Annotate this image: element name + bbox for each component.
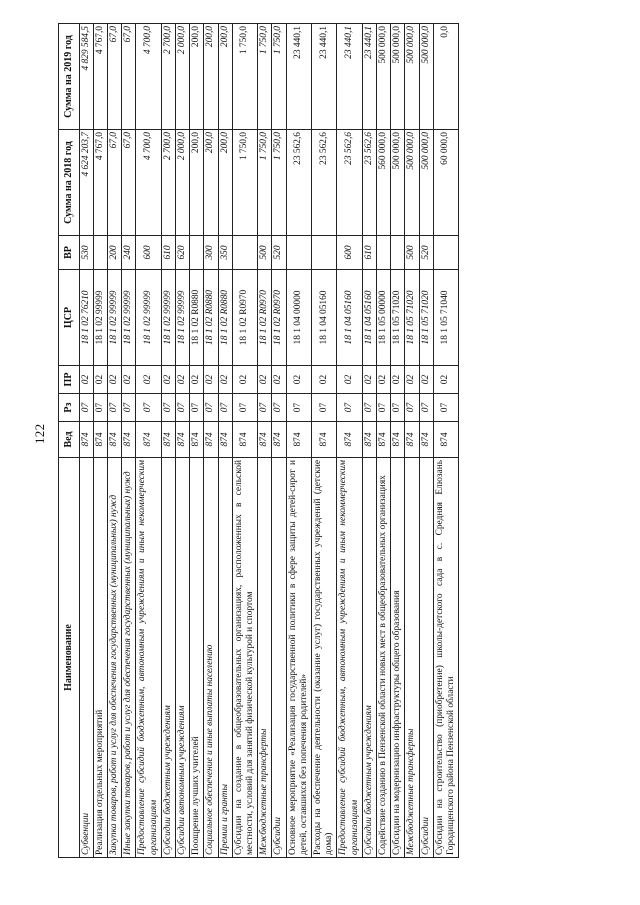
cell-sum-2019: 67,0 [107, 24, 121, 130]
cell-pr: 02 [419, 366, 433, 394]
cell-pr: 02 [218, 366, 232, 394]
table-body [79, 24, 459, 858]
cell-ved: 874 [391, 422, 405, 458]
cell-ved: 874 [419, 422, 433, 458]
cell-pr: 02 [405, 366, 419, 394]
header-name: Наименование [59, 458, 80, 858]
cell-rz: 07 [258, 394, 272, 422]
cell-csr: 18 1 05 71020 [419, 270, 433, 366]
cell-name: Субсидии бюджетным учреждениям [161, 458, 175, 858]
table-row [286, 24, 311, 858]
cell-sum-2019: 500 000,0 [405, 24, 419, 130]
cell-name: Предоставление субсидий бюджетным, автономным учреждениям и иным некоммерческим организациям [136, 458, 161, 858]
cell-vr: 600 [136, 236, 161, 270]
cell-csr: 18 1 02 76210 [79, 270, 93, 366]
cell-ved: 874 [161, 422, 175, 458]
cell-sum-2019: 23 440,1 [362, 24, 376, 130]
cell-vr [93, 236, 107, 270]
cell-vr: 240 [122, 236, 136, 270]
budget-table [58, 23, 459, 858]
cell-name: Субвенции [79, 458, 93, 858]
cell-sum-2018: 23 562,6 [362, 130, 376, 236]
table-row [161, 24, 175, 858]
header-csr: ЦСР [59, 270, 80, 366]
cell-pr: 02 [122, 366, 136, 394]
cell-csr: 18 1 02 99999 [122, 270, 136, 366]
cell-vr: 520 [272, 236, 286, 270]
cell-csr: 18 1 02 99999 [161, 270, 175, 366]
cell-name: Премии и гранты [218, 458, 232, 858]
cell-rz: 07 [391, 394, 405, 422]
cell-vr [232, 236, 257, 270]
cell-sum-2019: 2 700,0 [161, 24, 175, 130]
table-row [362, 24, 376, 858]
cell-vr [286, 236, 311, 270]
cell-sum-2018: 4 767,0 [93, 130, 107, 236]
cell-ved: 874 [362, 422, 376, 458]
header-rz: Рз [59, 394, 80, 422]
cell-rz: 07 [161, 394, 175, 422]
table-row [218, 24, 232, 858]
cell-pr: 02 [79, 366, 93, 394]
cell-vr [433, 236, 458, 270]
cell-ved: 874 [107, 422, 121, 458]
cell-pr: 02 [258, 366, 272, 394]
cell-sum-2019: 4 700,0 [136, 24, 161, 130]
table-row [376, 24, 390, 858]
cell-csr: 18 1 02 99999 [175, 270, 189, 366]
cell-sum-2019: 4 829 584,5 [79, 24, 93, 130]
cell-pr: 02 [93, 366, 107, 394]
table-row [232, 24, 257, 858]
cell-sum-2018: 23 562,6 [337, 130, 362, 236]
header-ved: Вед [59, 422, 80, 458]
cell-csr: 18 1 02 R0880 [218, 270, 232, 366]
cell-csr: 18 1 02 99999 [107, 270, 121, 366]
cell-name: Социальное обеспечение и иные выплаты населению [204, 458, 218, 858]
cell-rz: 07 [433, 394, 458, 422]
cell-csr: 18 1 02 R0970 [258, 270, 272, 366]
cell-rz: 07 [93, 394, 107, 422]
table-row [258, 24, 272, 858]
table-row [419, 24, 433, 858]
cell-vr: 500 [258, 236, 272, 270]
cell-rz: 07 [419, 394, 433, 422]
cell-ved: 874 [376, 422, 390, 458]
cell-ved: 874 [190, 422, 204, 458]
cell-vr [391, 236, 405, 270]
cell-vr: 610 [362, 236, 376, 270]
cell-sum-2018: 2 700,0 [161, 130, 175, 236]
header-sum-2019: Сумма на 2019 год [59, 24, 80, 130]
cell-name: Реализация отдельных мероприятий [93, 458, 107, 858]
cell-rz: 07 [311, 394, 336, 422]
cell-vr: 520 [419, 236, 433, 270]
table-row [136, 24, 161, 858]
header-sum-2018: Сумма на 2018 год [59, 130, 80, 236]
cell-csr: 18 1 04 05160 [337, 270, 362, 366]
cell-pr: 02 [311, 366, 336, 394]
table-row [337, 24, 362, 858]
cell-csr: 18 1 04 05160 [362, 270, 376, 366]
cell-ved: 874 [405, 422, 419, 458]
cell-ved: 874 [286, 422, 311, 458]
cell-name: Межбюджетные трансферты [258, 458, 272, 858]
cell-sum-2019: 1 750,0 [258, 24, 272, 130]
cell-name: Субсидии [272, 458, 286, 858]
cell-name: Закупка товаров, работ и услуг для обеспечения государственных (муниципальных) нужд [107, 458, 121, 858]
cell-rz: 07 [272, 394, 286, 422]
cell-name: Основное мероприятие «Реализация государственной политики в сфере защиты детей-сирот и детей, оставшихся без попечения родителей» [286, 458, 311, 858]
cell-vr: 530 [79, 236, 93, 270]
cell-ved: 874 [311, 422, 336, 458]
cell-sum-2018: 1 750,0 [272, 130, 286, 236]
cell-name: Субсидии на строительство (приобретение) школы-детского сада в с. Средняя Елюзань Городищенского района Пензенской области [433, 458, 458, 858]
cell-vr: 600 [337, 236, 362, 270]
cell-name: Субсидии бюджетным учреждениям [362, 458, 376, 858]
cell-rz: 07 [337, 394, 362, 422]
cell-name: Поощрение лучших учителей [190, 458, 204, 858]
cell-sum-2018: 560 000,0 [376, 130, 390, 236]
cell-rz: 07 [204, 394, 218, 422]
cell-pr: 02 [286, 366, 311, 394]
header-vr: ВР [59, 236, 80, 270]
cell-csr: 18 1 05 71020 [405, 270, 419, 366]
cell-rz: 07 [136, 394, 161, 422]
cell-csr: 18 1 05 71040 [433, 270, 458, 366]
cell-ved: 874 [258, 422, 272, 458]
cell-sum-2019: 4 767,0 [93, 24, 107, 130]
cell-pr: 02 [376, 366, 390, 394]
table-row [122, 24, 136, 858]
cell-pr: 02 [204, 366, 218, 394]
cell-sum-2019: 1 750,0 [272, 24, 286, 130]
cell-ved: 874 [433, 422, 458, 458]
cell-sum-2019: 500 000,0 [419, 24, 433, 130]
cell-sum-2018: 2 000,0 [175, 130, 189, 236]
cell-rz: 07 [218, 394, 232, 422]
cell-pr: 02 [190, 366, 204, 394]
table-header-row [59, 24, 80, 858]
cell-name: Предоставление субсидий бюджетным, автономным учреждениям и иным некоммерческим организациям [337, 458, 362, 858]
cell-rz: 07 [232, 394, 257, 422]
cell-pr: 02 [433, 366, 458, 394]
cell-sum-2018: 500 000,0 [391, 130, 405, 236]
cell-pr: 02 [272, 366, 286, 394]
cell-name: Субсидии на создание в общеобразовательных организациях, расположенных в сельской местности, условий для занятий физической культурой и спортом [232, 458, 257, 858]
cell-rz: 07 [376, 394, 390, 422]
cell-sum-2019: 500 000,0 [376, 24, 390, 130]
cell-pr: 02 [337, 366, 362, 394]
cell-sum-2019: 1 750,0 [232, 24, 257, 130]
table-row [190, 24, 204, 858]
cell-sum-2018: 1 750,0 [258, 130, 272, 236]
cell-csr: 18 1 02 R0970 [232, 270, 257, 366]
cell-csr: 18 1 02 99999 [93, 270, 107, 366]
cell-csr: 18 1 04 05160 [311, 270, 336, 366]
cell-ved: 874 [136, 422, 161, 458]
table-row [204, 24, 218, 858]
cell-rz: 07 [286, 394, 311, 422]
cell-vr [376, 236, 390, 270]
cell-ved: 874 [93, 422, 107, 458]
cell-ved: 874 [272, 422, 286, 458]
table-row [405, 24, 419, 858]
cell-csr: 18 1 02 99999 [136, 270, 161, 366]
cell-vr: 500 [405, 236, 419, 270]
cell-sum-2019: 200,0 [204, 24, 218, 130]
cell-pr: 02 [232, 366, 257, 394]
cell-vr [190, 236, 204, 270]
cell-pr: 02 [107, 366, 121, 394]
cell-ved: 874 [79, 422, 93, 458]
cell-sum-2018: 67,0 [122, 130, 136, 236]
cell-sum-2019: 23 440,1 [337, 24, 362, 130]
cell-sum-2018: 1 750,0 [232, 130, 257, 236]
cell-name: Субсидии [419, 458, 433, 858]
cell-csr: 18 1 05 71020 [391, 270, 405, 366]
table-row [391, 24, 405, 858]
cell-csr: 18 1 05 00000 [376, 270, 390, 366]
cell-name: Иные закупки товаров, работ и услуг для обеспечения государственных (муниципальных) нужд [122, 458, 136, 858]
cell-sum-2018: 200,0 [190, 130, 204, 236]
table-row [79, 24, 93, 858]
cell-ved: 874 [204, 422, 218, 458]
cell-csr: 18 1 04 00000 [286, 270, 311, 366]
cell-pr: 02 [136, 366, 161, 394]
cell-csr: 18 1 02 R0880 [204, 270, 218, 366]
cell-vr: 300 [204, 236, 218, 270]
cell-sum-2019: 200,0 [218, 24, 232, 130]
cell-vr: 620 [175, 236, 189, 270]
table-row [175, 24, 189, 858]
cell-name: Субсидии на модернизацию инфраструктуры общего образования [391, 458, 405, 858]
cell-pr: 02 [175, 366, 189, 394]
cell-ved: 874 [175, 422, 189, 458]
cell-pr: 02 [391, 366, 405, 394]
cell-name: Расходы на обеспечение деятельности (оказание услуг) государственных учреждений (детские дома) [311, 458, 336, 858]
cell-sum-2019: 23 440,1 [311, 24, 336, 130]
cell-sum-2018: 23 562,6 [311, 130, 336, 236]
cell-ved: 874 [218, 422, 232, 458]
cell-ved: 874 [122, 422, 136, 458]
cell-name: Содействие созданию в Пензенской области новых мест в общеобразовательных организациях [376, 458, 390, 858]
cell-sum-2018: 4 624 203,7 [79, 130, 93, 236]
cell-pr: 02 [362, 366, 376, 394]
cell-csr: 18 1 02 R0880 [190, 270, 204, 366]
cell-sum-2019: 500 000,0 [391, 24, 405, 130]
cell-name: Субсидии автономным учреждениям [175, 458, 189, 858]
cell-sum-2019: 67,0 [122, 24, 136, 130]
cell-rz: 07 [405, 394, 419, 422]
cell-sum-2018: 23 562,6 [286, 130, 311, 236]
cell-csr: 18 1 02 R0970 [272, 270, 286, 366]
cell-rz: 07 [362, 394, 376, 422]
cell-vr: 200 [107, 236, 121, 270]
cell-sum-2018: 200,0 [204, 130, 218, 236]
cell-sum-2019: 200,0 [190, 24, 204, 130]
page-number: 122 [32, 423, 47, 444]
cell-sum-2018: 60 000,0 [433, 130, 458, 236]
cell-sum-2018: 500 000,0 [405, 130, 419, 236]
cell-sum-2018: 67,0 [107, 130, 121, 236]
table-row [93, 24, 107, 858]
cell-rz: 07 [175, 394, 189, 422]
cell-pr: 02 [161, 366, 175, 394]
cell-sum-2018: 500 000,0 [419, 130, 433, 236]
cell-name: Межбюджетные трансферты [405, 458, 419, 858]
cell-vr [311, 236, 336, 270]
table-row [272, 24, 286, 858]
table-row [107, 24, 121, 858]
cell-sum-2019: 23 440,1 [286, 24, 311, 130]
cell-vr: 610 [161, 236, 175, 270]
rotated-table-container [58, 24, 459, 858]
cell-sum-2019: 2 000,0 [175, 24, 189, 130]
cell-ved: 874 [337, 422, 362, 458]
cell-rz: 07 [79, 394, 93, 422]
cell-ved: 874 [232, 422, 257, 458]
cell-sum-2019: 0,0 [433, 24, 458, 130]
cell-sum-2018: 200,0 [218, 130, 232, 236]
cell-vr: 350 [218, 236, 232, 270]
header-pr: ПР [59, 366, 80, 394]
cell-rz: 07 [107, 394, 121, 422]
cell-sum-2018: 4 700,0 [136, 130, 161, 236]
cell-rz: 07 [190, 394, 204, 422]
table-row [311, 24, 336, 858]
table-row [433, 24, 458, 858]
cell-rz: 07 [122, 394, 136, 422]
